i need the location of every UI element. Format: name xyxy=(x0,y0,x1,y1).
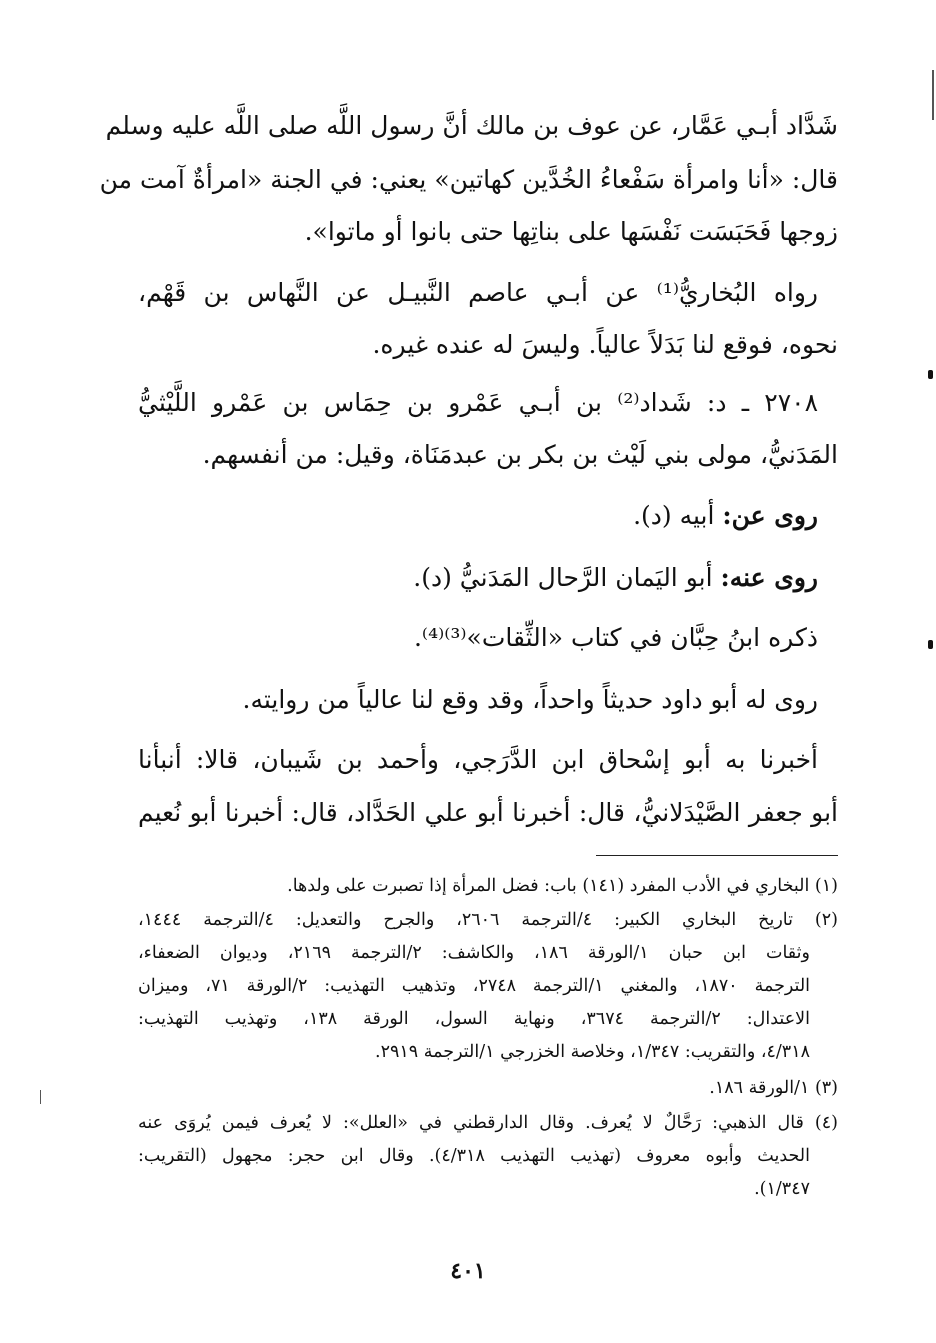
footnote-4-line: ١/٣٤٧). xyxy=(754,1179,810,1199)
body-line: المَدَنيُّ، مولى بني لَيْث بن بكر بن عبدمَنَاة، وقيل: من أنفسهم. xyxy=(202,440,838,469)
entry-heading-line: ٢٧٠٨ ـ د: شَداد⁽²⁾ بن أبـي عَمْرو بن حِمَاس بن عَمْرو اللَّيْثيُّ xyxy=(138,388,818,417)
body-line: نحوه، فوقع لنا بَدَلاً عالياً. وليسَ له عنده غيره. xyxy=(372,330,838,359)
scan-mark xyxy=(932,70,934,120)
footnote-2: (٢) تاريخ البخاري الكبير: ٤/الترجمة ٢٦٠٦، والجرح والتعديل: ٤/الترجمة ١٤٤٤، xyxy=(138,910,838,930)
footnote-4: (٤) قال الذهبي: رَحَّالٌ لا يُعرف. وقال الدارقطني في «العلل»: لا يُعرف فيمن يُروَى عنه xyxy=(138,1113,838,1133)
body-line: زوجها فَحَبَسَت نَفْسَها على بناتِها حتى بانوا أو ماتوا». xyxy=(304,217,838,246)
footnote-1: (١) البخاري في الأدب المفرد (١٤١) باب: فضل المرأة إذا تصبرت على ولدها. xyxy=(287,876,838,896)
footnote-4-line: الحديث وأبوه معروف (تهذيب التهذيب ٤/٣١٨). وقال ابن حجر: مجهول (التقريب: xyxy=(138,1146,810,1166)
scan-mark xyxy=(928,640,933,649)
narrated-from-label: روى عن: xyxy=(722,501,818,530)
narrated-from-line xyxy=(633,498,818,534)
narrated-by-line xyxy=(413,560,818,596)
footnote-2-line: وثقات ابن حبان ١/الورقة ١٨٦، والكاشف: ٢/الترجمة ٢١٦٩، وديوان الضعفاء، xyxy=(138,943,810,963)
body-line: شَدَّاد أبـي عَمَّار، عن عوف بن مالك أنَّ رسول اللَّه صلى اللَّه عليه وسلم xyxy=(105,111,838,140)
body-line: أبو جعفر الصَّيْدَلانيُّ، قال: أخبرنا أبو علي الحَدَّاد، قال: أخبرنا أبو نُعيم xyxy=(138,798,838,827)
footnote-3: (٣) ١/الورقة ١٨٦. xyxy=(709,1078,838,1098)
body-line: روى له أبو داود حديثاً واحداً، وقد وقع لنا عالياً من روايته. xyxy=(242,685,818,714)
narrated-by-label: روى عنه: xyxy=(720,563,818,592)
scan-mark xyxy=(928,370,933,379)
narrated-by-text: أبو اليَمان الرَّحال المَدَنيُّ (د). xyxy=(413,563,713,592)
body-line: ذكره ابنُ حِبَّان في كتاب «الثِّقات»⁽³⁾⁽⁴⁾. xyxy=(413,623,818,652)
body-line: قال: «أنا وامرأة سَفْعاءُ الخُدَّين كهاتين» يعني: في الجنة «امرأةٌ آمت من xyxy=(99,165,838,194)
footnote-2-line: الترجمة ١٨٧٠، والمغني ١/الترجمة ٢٧٤٨، وتذهيب التهذيب: ٢/الورقة ٧١، وميزان xyxy=(138,976,811,996)
scan-mark xyxy=(40,1090,41,1104)
narrated-from-text: أبيه (د). xyxy=(633,501,715,530)
footnote-separator xyxy=(596,855,838,856)
body-line: أخبرنا به أبو إسْحاق ابن الدَّرَجي، وأحمد بن شَيبان، قالا: أنبأنا xyxy=(138,745,818,774)
footnote-2-line: الاعتدال: ٢/الترجمة ٣٦٧٤، ونهاية السول، الورقة ١٣٨، وتهذيب التهذيب: xyxy=(138,1009,810,1029)
footnote-2-line: ٤/٣١٨، والتقريب: ١/٣٤٧، وخلاصة الخزرجي ١/الترجمة ٢٩١٩. xyxy=(375,1042,810,1062)
page-number: ٤٠١ xyxy=(450,1258,486,1284)
body-line: رواه البُخاريُّ⁽¹⁾ عن أبـي عاصم النَّبيـل عن النَّهاس بن قَهْم، xyxy=(138,278,819,307)
